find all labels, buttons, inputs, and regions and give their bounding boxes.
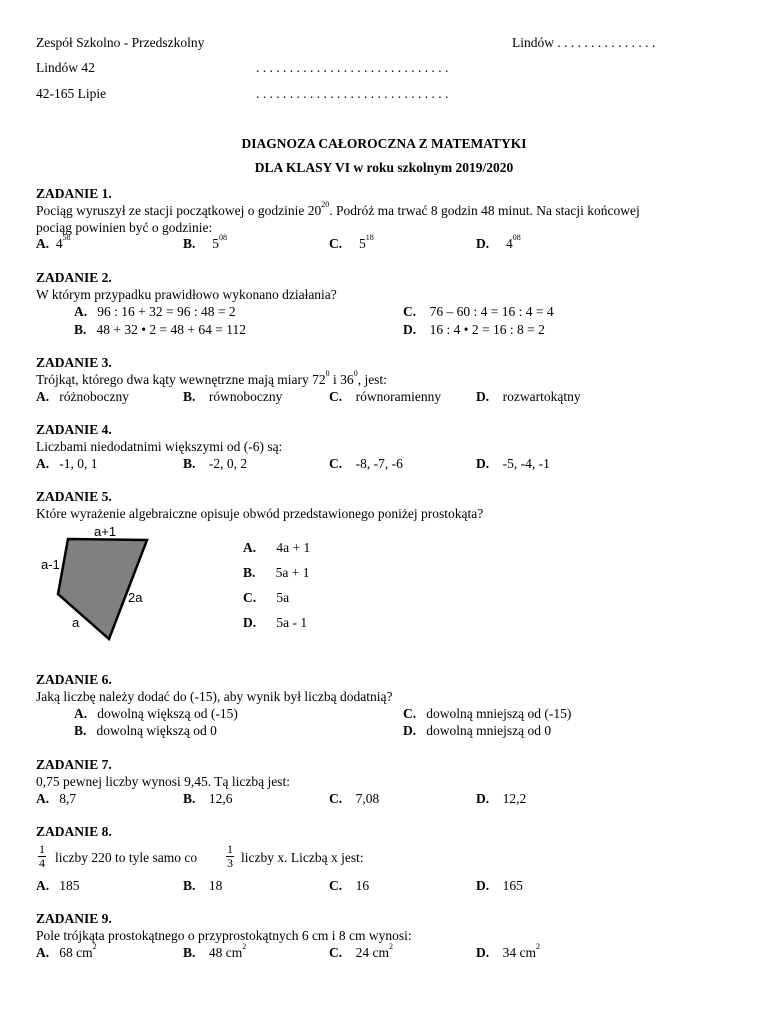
task-5-answer-d[interactable]: D. 5a - 1 [243,615,308,630]
task-7-answer-a[interactable]: A. 8,7 [36,791,77,806]
task-3-answer-a[interactable]: A. różnoboczny [36,389,129,404]
task-9-question: Pole trójkąta prostokątnego o przyprostokątnych 6 cm i 8 cm wynosi: [36,928,412,943]
task-6-answer-a[interactable]: A. dowolną większą od (-15) [74,706,238,721]
task-8-question-part1: liczby 220 to tyle samo co [55,850,198,865]
figure-label-bottom: a [72,615,80,630]
task-6-answer-d[interactable]: D. dowolną mniejszą od 0 [403,723,552,738]
task-9-answer-a[interactable]: A. 68 $cm^2$ [36,942,97,960]
task-8-answer-b[interactable]: B. 18 [183,878,223,893]
task-1-answer-c[interactable]: C. $5^{18}$ [329,233,374,251]
school-address-city: 42-165 Lipie [36,86,107,101]
fraction-one-quarter: 1 4 [39,842,45,870]
task-6-heading: ZADANIE 6. [36,672,112,687]
school-name: Zespół Szkolno - Przedszkolny [36,35,205,50]
task-7-answer-b[interactable]: B. 12,6 [183,791,233,806]
task-5-heading: ZADANIE 5. [36,489,112,504]
task-7-heading: ZADANIE 7. [36,757,112,772]
task-8-answer-d[interactable]: D. 165 [476,878,523,893]
task-3-answer-c[interactable]: C. równoramienny [329,389,442,404]
task-9-answer-b[interactable]: B. 48 $cm^2$ [183,942,247,960]
task-5-answer-a[interactable]: A. 4a + 1 [243,540,311,555]
task-5-answer-b[interactable]: B. 5a + 1 [243,565,310,580]
task-4-heading: ZADANIE 4. [36,422,112,437]
task-8-question-part2: liczby x. Liczbą x jest: [241,850,364,865]
task-1-question-line2: pociąg powinien być o godzinie: [36,220,213,235]
task-9-answer-c[interactable]: C. 24 $cm^2$ [329,942,393,960]
task-3-answer-b[interactable]: B. równoboczny [183,389,283,404]
quadrilateral-figure [36,524,166,644]
task-1-question-line1: Pociąg wyruszył ze stacji początkowej o godzinie $20^{20}$. Podróż ma trwać 8 godzin 48 minut. Na stacji końcowej [36,200,640,218]
task-1-answer-d[interactable]: D. $4^{08}$ [476,233,521,251]
task-1-answer-b[interactable]: B. $5^{08}$ [183,233,228,251]
task-4-answer-d[interactable]: D. -5, -4, -1 [476,456,550,471]
task-2-question: W którym przypadku prawidłowo wykonano działania? [36,287,337,302]
task-8-answer-c[interactable]: C. 16 [329,878,370,893]
blank-line-2: . . . . . . . . . . . . . . . . . . . . . . . . . . . . . [256,86,449,101]
task-4-answer-b[interactable]: B. -2, 0, 2 [183,456,248,471]
task-1-heading: ZADANIE 1. [36,186,112,201]
fraction-one-third: 1 3 [227,842,233,870]
task-3-question: Trójkąt, którego dwa kąty wewnętrzne mają miary $72^0$ i $36^0$, jest: [36,369,387,387]
task-7-answer-d[interactable]: D. 12,2 [476,791,527,806]
task-2-answer-c[interactable]: C. 76 – 60 : 4 = 16 : 4 = 4 [403,304,554,319]
task-2-answer-b[interactable]: B. 48 + 32 • 2 = 48 + 64 = 112 [74,322,246,337]
figure-label-right: 2a [128,590,143,605]
task-8-answer-a[interactable]: A. 185 [36,878,80,893]
task-7-question: 0,75 pewnej liczby wynosi 9,45. Tą liczbą jest: [36,774,290,789]
task-6-answer-c[interactable]: C. dowolną mniejszą od (-15) [403,706,572,721]
place-date: Lindów . . . . . . . . . . . . . . . [512,35,656,50]
task-9-answer-d[interactable]: D. 34 $cm^2$ [476,942,540,960]
task-5-question: Które wyrażenie algebraiczne opisuje obwód przedstawionego poniżej prostokąta? [36,506,484,521]
task-1-answer-a[interactable]: A. $4^{58}$ [36,233,71,251]
task-8-heading: ZADANIE 8. [36,824,112,839]
task-7-answer-c[interactable]: C. 7,08 [329,791,380,806]
task-2-answer-d[interactable]: D. 16 : 4 • 2 = 16 : 8 = 2 [403,322,545,337]
task-2-answer-a[interactable]: A. 96 : 16 + 32 = 96 : 48 = 2 [74,304,236,319]
figure-label-top: a+1 [94,524,117,539]
figure-label-left: a-1 [41,557,60,572]
task-6-answer-b[interactable]: B. dowolną większą od 0 [74,723,217,738]
test-subtitle: DLA KLASY VI w roku szkolnym 2019/2020 [254,160,514,175]
task-3-heading: ZADANIE 3. [36,355,112,370]
test-title: DIAGNOZA CAŁOROCZNA Z MATEMATYKI [241,136,527,151]
task-4-answer-a[interactable]: A. -1, 0, 1 [36,456,98,471]
task-3-answer-d[interactable]: D. rozwartokątny [476,389,581,404]
school-address-street: Lindów 42 [36,60,95,75]
task-4-question: Liczbami niedodatnimi większymi od (-6) są: [36,439,283,454]
task-9-heading: ZADANIE 9. [36,911,112,926]
blank-line-1: . . . . . . . . . . . . . . . . . . . . . . . . . . . . . [256,60,449,75]
task-2-heading: ZADANIE 2. [36,270,112,285]
task-6-question: Jaką liczbę należy dodać do (-15), aby wynik był liczbą dodatnią? [36,689,393,704]
task-5-answer-c[interactable]: C. 5a [243,590,290,605]
task-4-answer-c[interactable]: C. -8, -7, -6 [329,456,403,471]
